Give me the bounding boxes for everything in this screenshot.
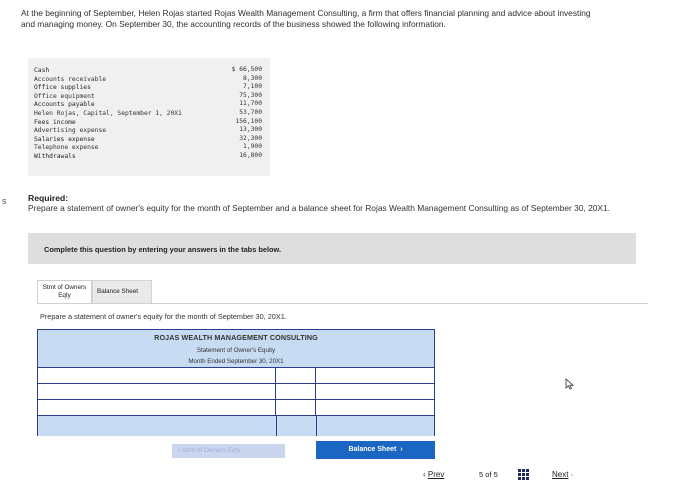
owners-equity-form bbox=[37, 329, 435, 436]
account-amount: $ 66,500 bbox=[231, 66, 262, 73]
mouse-cursor-icon bbox=[565, 378, 574, 390]
account-amount: 1,900 bbox=[243, 143, 262, 151]
account-name: Advertising expense bbox=[34, 127, 107, 135]
account-name: Fees income bbox=[34, 118, 76, 126]
grid-menu-icon[interactable] bbox=[518, 469, 530, 480]
next-tab-label: Balance Sheet bbox=[348, 446, 397, 453]
form-row bbox=[38, 368, 434, 384]
chevron-right-icon: › bbox=[568, 470, 574, 479]
question-intro: At the beginning of September, Helen Rojas started Rojas Wealth Management Consulting, a firm that offers financial planning and advice about investing and managing money. On September 30, the accounting records of the business showed the following information. bbox=[21, 8, 591, 29]
next-label: Next bbox=[552, 470, 569, 479]
company-name: ROJAS WEALTH MANAGEMENT CONSULTING bbox=[154, 333, 318, 342]
tab-balance-sheet[interactable] bbox=[92, 280, 152, 304]
prev-question-button[interactable] bbox=[423, 470, 444, 479]
form-row bbox=[38, 400, 434, 416]
statement-period: Month Ended September 30, 20X1 bbox=[188, 358, 284, 365]
form-footer bbox=[38, 416, 434, 436]
margin-mark: s bbox=[2, 196, 7, 206]
tab-prompt: Prepare a statement of owner's equity for the month of September 30, 20X1. bbox=[40, 312, 287, 321]
account-amount: 53,700 bbox=[239, 108, 262, 116]
account-name: Accounts receivable bbox=[34, 75, 107, 83]
form-header bbox=[38, 330, 434, 368]
instruction-banner bbox=[28, 233, 636, 264]
tab-label: Stmt of Owners Eqty bbox=[42, 284, 87, 299]
description-input[interactable] bbox=[38, 384, 276, 399]
description-input[interactable] bbox=[38, 368, 276, 383]
account-amount: 156,100 bbox=[235, 117, 262, 125]
statement-title: Statement of Owner's Equity bbox=[196, 347, 276, 354]
account-amount: 7,100 bbox=[243, 83, 262, 91]
account-amount: 32,300 bbox=[239, 134, 262, 142]
amount-input[interactable] bbox=[276, 384, 316, 399]
description-input[interactable] bbox=[38, 400, 276, 415]
chevron-right-icon: › bbox=[398, 446, 403, 453]
amount-input[interactable] bbox=[276, 368, 316, 383]
account-amount: 8,300 bbox=[243, 74, 262, 82]
question-count: 5 of 5 bbox=[479, 470, 498, 479]
amount-input[interactable] bbox=[316, 368, 434, 383]
prev-tab-label: Stmt of Owners Eqty bbox=[181, 447, 241, 454]
amount-input[interactable] bbox=[276, 400, 316, 415]
required-text: Prepare a statement of owner's equity for the month of September and a balance sheet for Rojas Wealth Management Consulting as of September 30, 20X1. bbox=[28, 203, 610, 213]
amount-input[interactable] bbox=[316, 400, 434, 415]
account-amount: 11,700 bbox=[239, 100, 262, 108]
account-name: Withdrawals bbox=[34, 152, 76, 160]
account-name: Office supplies bbox=[34, 84, 91, 92]
prev-tab-button[interactable] bbox=[172, 444, 285, 458]
required-label: Required: bbox=[28, 193, 69, 203]
next-question-button[interactable] bbox=[552, 470, 573, 479]
instruction-text: Complete this question by entering your answers in the tabs below. bbox=[44, 245, 282, 254]
chevron-left-icon: ‹ bbox=[423, 470, 428, 479]
account-amount: 13,300 bbox=[239, 126, 262, 134]
account-amount: 75,300 bbox=[239, 91, 262, 99]
account-balances-table bbox=[28, 58, 270, 176]
next-tab-button[interactable] bbox=[316, 441, 435, 459]
account-amounts bbox=[182, 66, 262, 161]
account-name: Cash bbox=[34, 67, 50, 74]
prev-label: Prev bbox=[427, 470, 445, 479]
account-name: Accounts payable bbox=[34, 101, 95, 109]
account-name: Telephone expense bbox=[34, 144, 99, 152]
chevron-left-icon: ‹ bbox=[178, 447, 181, 454]
amount-input[interactable] bbox=[316, 384, 434, 399]
tab-label: Balance Sheet bbox=[97, 288, 138, 295]
account-name: Office equipment bbox=[34, 92, 95, 100]
question-pager bbox=[409, 462, 595, 488]
account-amount: 16,800 bbox=[239, 151, 262, 159]
account-name: Helen Rojas, Capital, September 1, 20X1 bbox=[34, 109, 182, 117]
account-name: Salaries expense bbox=[34, 135, 95, 143]
tab-divider bbox=[37, 303, 648, 304]
account-names bbox=[34, 67, 184, 162]
tab-stmt-owners-eqty[interactable] bbox=[37, 280, 92, 304]
form-row bbox=[38, 384, 434, 400]
